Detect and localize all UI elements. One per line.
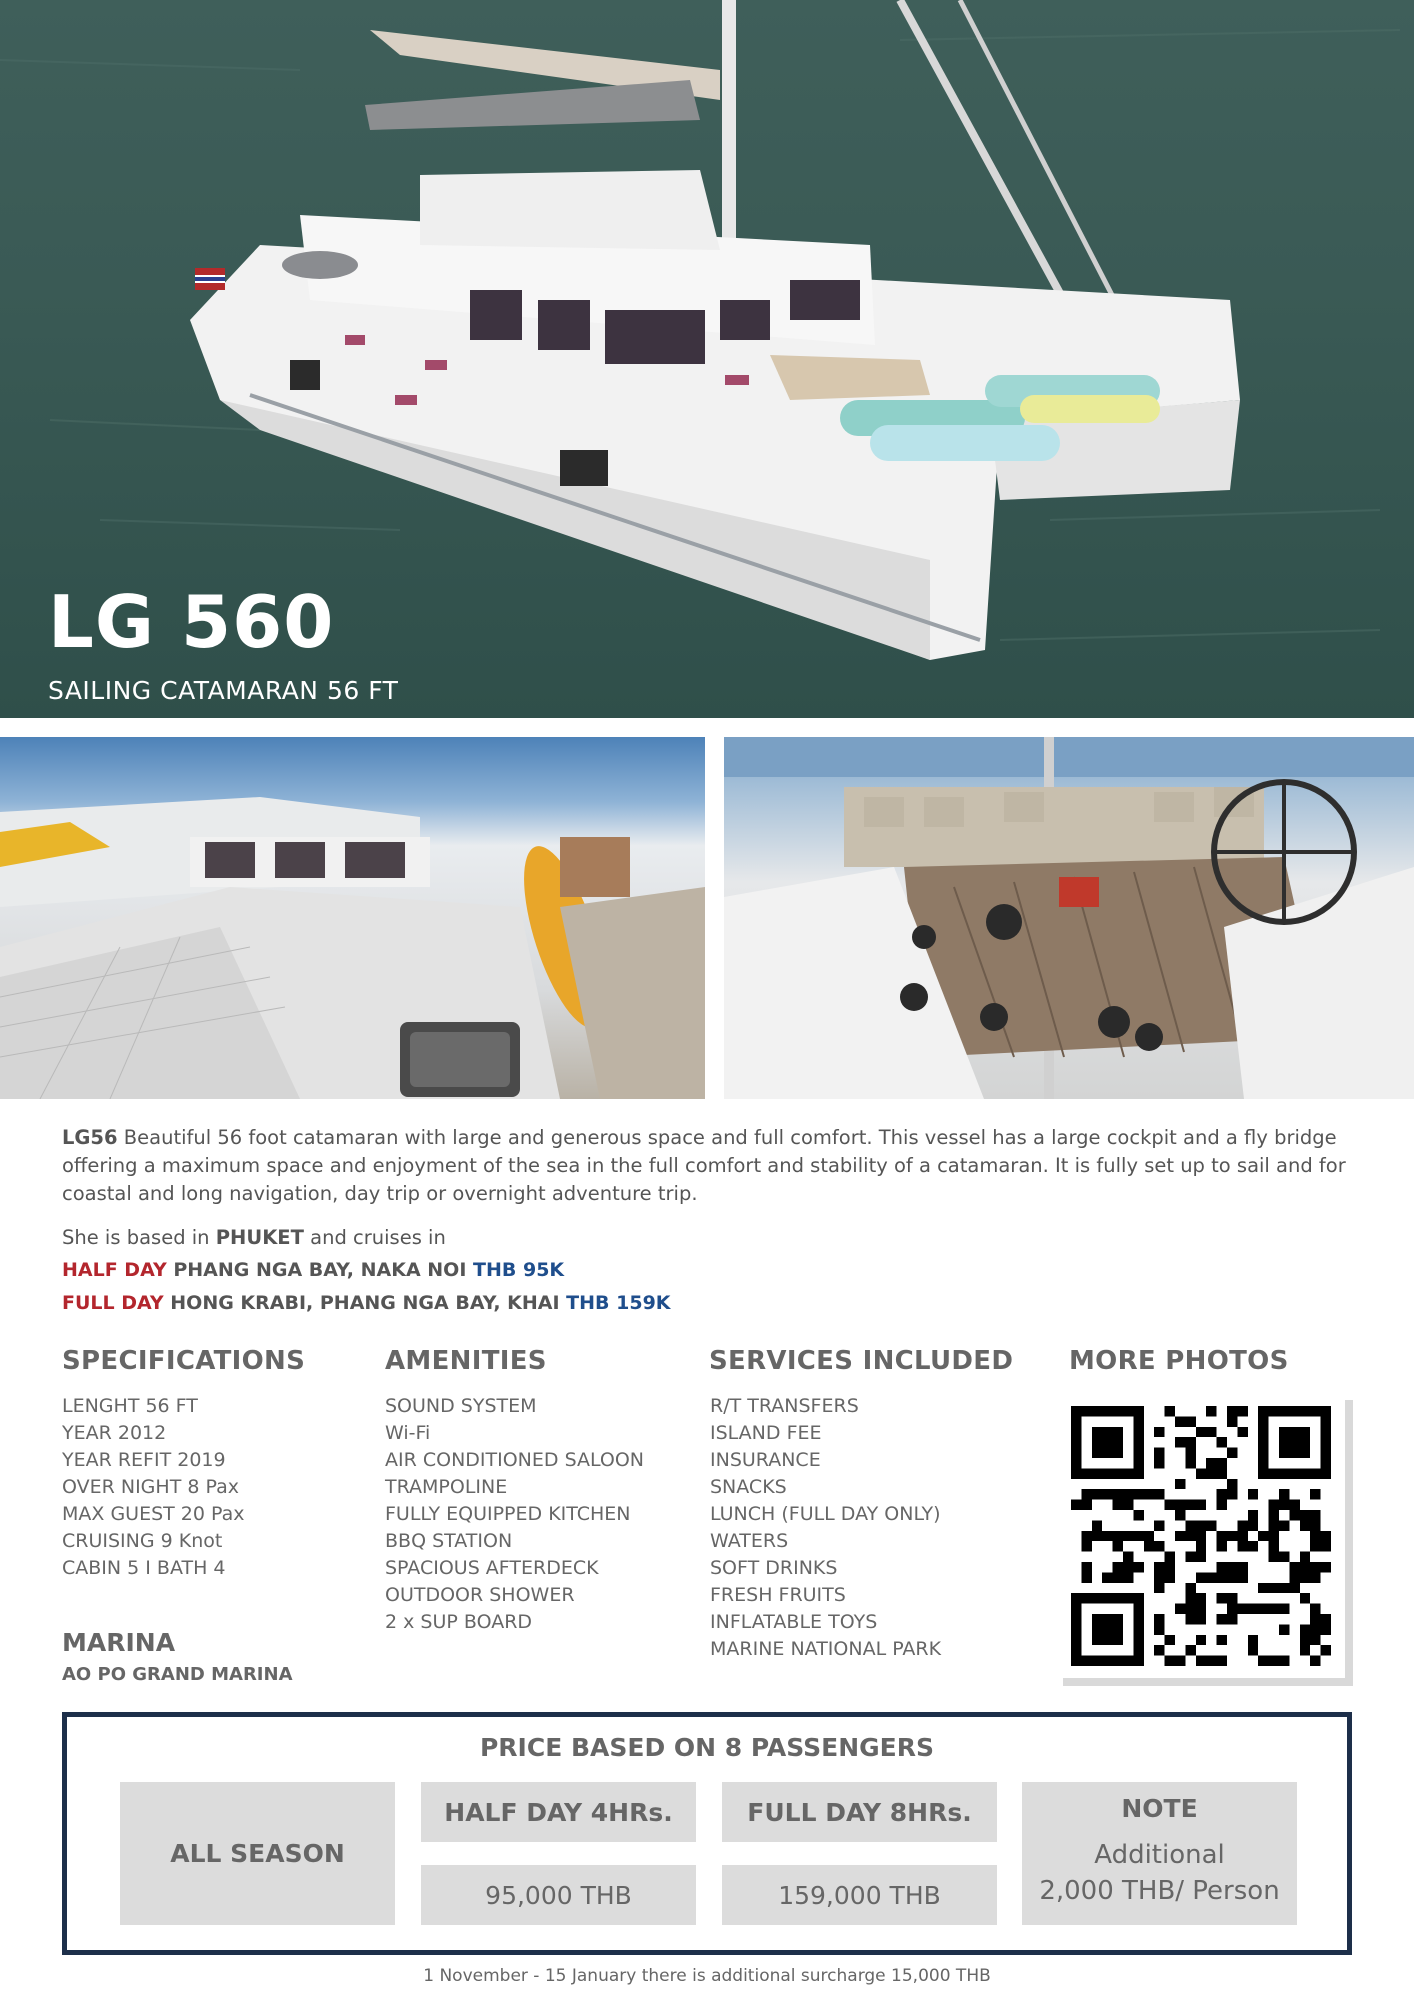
service-item: INFLATABLE TOYS bbox=[710, 1611, 878, 1633]
spec-item: CABIN 5 I BATH 4 bbox=[62, 1557, 226, 1579]
half-day-label: HALF DAY bbox=[62, 1259, 167, 1281]
marina-name: AO PO GRAND MARINA bbox=[62, 1664, 293, 1685]
qr-code-icon bbox=[1071, 1406, 1331, 1666]
based-suffix: and cruises in bbox=[303, 1226, 446, 1249]
description-body: Beautiful 56 foot catamaran with large and generous space and full comfort. This vessel has a large cockpit and a fly bridge offering a maximum space and enjoyment of the sea in the full comfort and stability of a catamaran. It is fully set up to sail and for coastal and long navigation, day trip or overnight adventure trip. bbox=[62, 1126, 1346, 1205]
note-cell bbox=[1022, 1782, 1297, 1925]
amenity-item: FULLY EQUIPPED KITCHEN bbox=[385, 1503, 631, 1525]
spec-item: CRUISING 9 Knot bbox=[62, 1530, 223, 1552]
amenity-item: SPACIOUS AFTERDECK bbox=[385, 1557, 599, 1579]
boat-subtitle: SAILING CATAMARAN 56 FT bbox=[48, 676, 399, 705]
full-day-label: FULL DAY bbox=[62, 1292, 164, 1314]
amenity-item: AIR CONDITIONED SALOON bbox=[385, 1449, 645, 1471]
service-item: INSURANCE bbox=[710, 1449, 821, 1471]
specifications-list bbox=[62, 1393, 245, 1582]
description-lead: LG56 bbox=[62, 1126, 118, 1149]
specifications-heading: SPECIFICATIONS bbox=[62, 1346, 306, 1376]
amenity-item: BBQ STATION bbox=[385, 1530, 513, 1552]
price-table bbox=[62, 1712, 1352, 1955]
surcharge-footnote: 1 November - 15 January there is additional surcharge 15,000 THB bbox=[423, 1966, 991, 1986]
cockpit-photo-illustration bbox=[724, 737, 1414, 1099]
spec-item: LENGHT 56 FT bbox=[62, 1395, 198, 1417]
full-day-route: HONG KRABI, PHANG NGA BAY, KHAI bbox=[163, 1292, 567, 1314]
half-day-header: HALF DAY 4HRs. bbox=[421, 1782, 696, 1842]
amenity-item: 2 x SUP BOARD bbox=[385, 1611, 533, 1633]
cockpit-photo bbox=[724, 737, 1414, 1099]
based-prefix: She is based in bbox=[62, 1226, 216, 1249]
full-day-header: FULL DAY 8HRs. bbox=[722, 1782, 997, 1842]
boat-description bbox=[62, 1124, 1357, 1208]
hero-image bbox=[0, 0, 1414, 718]
note-line-1: Additional bbox=[1094, 1840, 1225, 1870]
service-item: SNACKS bbox=[710, 1476, 787, 1498]
amenity-item: TRAMPOLINE bbox=[385, 1476, 508, 1498]
based-city: PHUKET bbox=[215, 1226, 304, 1249]
service-item: SOFT DRINKS bbox=[710, 1557, 838, 1579]
spec-item: YEAR REFIT 2019 bbox=[62, 1449, 226, 1471]
service-item: LUNCH (FULL DAY ONLY) bbox=[710, 1503, 941, 1525]
full-day-trip bbox=[62, 1292, 671, 1314]
service-item: WATERS bbox=[710, 1530, 789, 1552]
amenities-heading: AMENITIES bbox=[385, 1346, 547, 1376]
price-title: PRICE BASED ON 8 PASSENGERS bbox=[479, 1733, 935, 1762]
services-list bbox=[710, 1393, 941, 1663]
services-heading: SERVICES INCLUDED bbox=[709, 1346, 1014, 1376]
half-day-price-cell: 95,000 THB bbox=[421, 1865, 696, 1925]
deck-photo-illustration bbox=[0, 737, 705, 1099]
amenity-item: OUTDOOR SHOWER bbox=[385, 1584, 575, 1606]
spec-item: YEAR 2012 bbox=[62, 1422, 167, 1444]
home-port-line bbox=[62, 1226, 446, 1249]
qr-code[interactable] bbox=[1063, 1400, 1353, 1686]
deck-photo bbox=[0, 737, 705, 1099]
amenity-item: SOUND SYSTEM bbox=[385, 1395, 537, 1417]
note-line-2: 2,000 THB/ Person bbox=[1039, 1876, 1280, 1906]
spec-item: OVER NIGHT 8 Pax bbox=[62, 1476, 239, 1498]
spec-item: MAX GUEST 20 Pax bbox=[62, 1503, 245, 1525]
service-item: R/T TRANSFERS bbox=[710, 1395, 859, 1417]
marina-heading: MARINA bbox=[62, 1628, 176, 1657]
note-label: NOTE bbox=[1121, 1794, 1198, 1823]
full-day-price-cell: 159,000 THB bbox=[722, 1865, 997, 1925]
amenities-list bbox=[385, 1393, 644, 1636]
service-item: MARINE NATIONAL PARK bbox=[710, 1638, 942, 1660]
half-day-route: PHANG NGA BAY, NAKA NOI bbox=[166, 1259, 474, 1281]
season-cell: ALL SEASON bbox=[120, 1782, 395, 1925]
service-item: FRESH FRUITS bbox=[710, 1584, 846, 1606]
more-photos-heading: MORE PHOTOS bbox=[1069, 1346, 1289, 1376]
amenity-item: Wi-Fi bbox=[385, 1422, 431, 1444]
full-day-price: THB 159K bbox=[566, 1292, 671, 1314]
half-day-price: THB 95K bbox=[473, 1259, 565, 1281]
boat-title: LG 560 bbox=[48, 580, 335, 664]
half-day-trip bbox=[62, 1259, 564, 1281]
service-item: ISLAND FEE bbox=[710, 1422, 822, 1444]
